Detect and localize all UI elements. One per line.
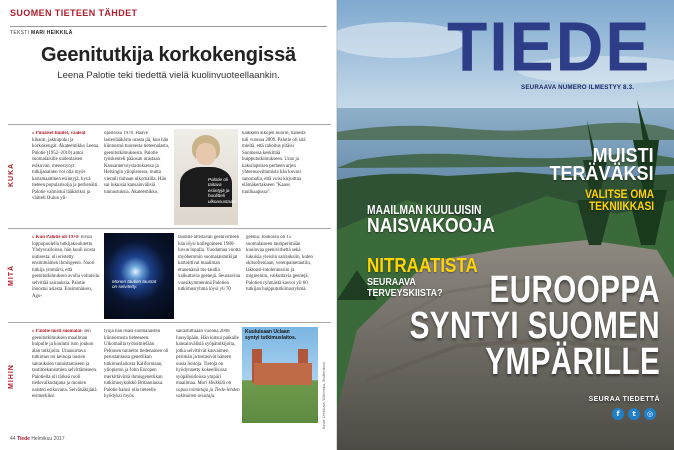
footer-issue: Helmikuu 2017	[31, 436, 65, 442]
mita-column-4: geeniä. Joukossa oli 15 suomalaiseen tautiperimään kuuluvaa geenivirhettä sekä lukuisia yleisiin sairauksiin, kuten skitsofreniaan, verenpainetautiin, laktoosi-intoleranssiin ja migreeniin, vaikuttavia geenejä. Palotien ryhmästä kasvoi yli 60 tutkijan huippututkimusryhmä.	[246, 235, 313, 292]
cover-line-maailman: MAAILMAN KUULUISIN	[367, 203, 482, 217]
mihin-column-3	[176, 329, 240, 427]
facebook-icon[interactable]: f	[612, 408, 624, 420]
mihin-column-2: työjä hän lisäsi suomalaisten kiinnostusta tieteeseen. Ulkomailla työtoimielään Peltonen tunnettu tiedenainen oli perustamassa genetiikan tutkimuslaitosta Kaliforniaan, yliopiston ja John Europen merkittävintä ihmisgenetiikan tutkimusyksikkö Britanniassa. Palotie halusi olla tieteelle hyödyksi myös	[104, 329, 169, 399]
muisti-line-2: TERÄVÄKSI	[549, 163, 654, 185]
section-divider	[10, 26, 327, 27]
band-label-kuka: KUKA	[8, 162, 15, 188]
kuka-column-4: kaikkien aikojen nuorin, hänestä tuli vuonna 2009. Palotie oli sitä mieltä, että rahoitus pitäisi Suomessa keskittää huippututkimukseen. Uran ja kaksilapsisen perheen arjen yhteensovittamista hän kuvasi sanomalla, että voisi kirjoittaa elämäkertakseen "Kaaos tuulikaapissa".	[242, 131, 306, 195]
photo-credit: Kuvat: Lehtikuva, Wikimedia, Shutterstock	[322, 362, 326, 430]
cover-line-valitse	[585, 188, 654, 212]
main-headline-line-2: SYNTYI SUOMEN	[409, 305, 660, 347]
portrait-face	[196, 143, 216, 165]
follow-label: SEURAA TIEDETTÄ	[588, 396, 660, 403]
seuraava-line-2: TERVEYSKIISTA?	[367, 287, 443, 299]
spread-gutter	[336, 0, 338, 450]
mihin-lead: » Palotie nosti suomalai-	[32, 329, 83, 334]
portrait-photo	[174, 129, 238, 225]
page-footer	[10, 436, 65, 442]
valitse-line-2: TEKNIIKKASI	[588, 199, 654, 213]
main-headline-line-1: EUROOPPA	[489, 269, 660, 311]
ucla-caption: Kuuluisaan Uclaan syntyi tutkimuslaitos.	[245, 329, 297, 341]
mita-lead: » Kun Palotie oli 1970-	[32, 235, 80, 240]
ucla-photo	[242, 327, 318, 423]
ucla-building	[254, 363, 312, 385]
footer-brand: Tiede	[16, 436, 30, 442]
social-icons	[612, 408, 656, 420]
byline-prefix: TEKSTI	[10, 30, 30, 36]
band-label-mihin: MIHIN	[8, 364, 15, 390]
band-mita	[8, 228, 331, 320]
twitter-icon[interactable]: t	[628, 408, 640, 420]
kuka-column-1	[32, 131, 100, 225]
seuraava-line-1: SEURAAVA	[367, 276, 416, 288]
byline-author: MARI HEIKKILÄ	[31, 30, 73, 36]
mihin-text-1: sen geenitutkimuksen maailman huipulle ja koulutti ison joukon alan tutkijoita. Uraauurtava tutkimus toi keinoja uusien sairauksien tunnistamiseen ja tautimekanismien selvittämiseen. Palotiella oli tärkeä rooli tiedevaikuttajana ja monien naisten esikuvana. Selvänäkijänä esimerkiksi	[32, 329, 98, 399]
nebula-photo	[104, 233, 174, 319]
mita-column-1	[32, 235, 100, 319]
magazine-logo: TIEDE	[447, 7, 652, 86]
magazine-cover	[337, 0, 674, 450]
mihin-text-3: sairastuttuaan vuonna 2008 luusyöpään. Hän kutsui paikalle kansainvälisiä syöpätutkijoita, jotka selvittivät kasvaimen perimän ja testasivat häneen uusia hoitoja. Tietoja on hyödynnetty kokeellisissa syöpähoidoissa ympäri maailmaa.	[176, 329, 239, 386]
main-headline-line-3: YMPÄRILLE	[485, 341, 660, 383]
muisti-line-1: MUISTI	[592, 145, 654, 167]
article-headline: Geenitutkija korkokengissä	[41, 44, 296, 66]
cover-line-nitraatista: NITRAATISTA	[367, 255, 478, 277]
band-label-mita: MITÄ	[8, 264, 15, 286]
kuka-lead: » Punaiset huulet, vaaleat	[32, 131, 86, 136]
mita-text-1: luvun loppupuolella tutkijakoulutettu Yhdysvalloissa, hän kuuli isosta uutisesta: oli eristetty ensimmäinen ihmisgeeni. Nuori tutkija ymmärsi, että geenitutkimuksen avulla voitaisiin selvittää sairauksia. Palotie innostui asiasta. Ensimmäisen, Agu-	[32, 235, 100, 299]
valitse-line-1: VALITSE OMA	[585, 187, 654, 201]
cover-main-headline	[409, 269, 660, 383]
instagram-icon[interactable]: ◎	[644, 408, 656, 420]
next-issue-line: SEURAAVA NUMERO ILMESTYY 8.3.	[521, 84, 635, 91]
kuka-column-2: opistossa 1978. Haave lastenlääkärin urasta jäi, kun hän kiinnostui tuoreesta tieteenalasta, geenitutkimuksesta. Palotie työskenteli pääosan urastaan Kansanterveyslaitoksessa ja Helsingin yliopistossa, mutta vieraili tiuhaan ulkomailla. Hän sai lukuisia kansainvälisiä tunnustuksia. Akateemikko,	[104, 131, 170, 195]
band-mihin	[8, 322, 331, 428]
section-title: SUOMEN TIETEEN TÄHDET	[10, 8, 138, 18]
portrait-caption: Palotie oli taitava esiintyjä ja huolitteli ulkoasustaan.	[208, 177, 237, 204]
article-subhead: Leena Palotie teki tiedettä vielä kuolinvuoteellaankin.	[57, 70, 280, 81]
author-note: Mari Heikkilä on vapaa toimittaja ja Tiede-lehden vakituinen avustaja.	[176, 381, 240, 399]
cover-line-muisti	[550, 147, 654, 183]
nebula-caption: Monen tautien taustat on selvitetty.	[112, 279, 157, 290]
kuka-text-1: kiharat, jakkupuku ja korkokengät. Akateemikko Leena Palotie (1952–2010) antoi suomalaisille uudenlaisen esikuvan: menestynyt tutkijanainen voi olla myös karismaattinen esiintyjä, hyvä tieteen popularisoija ja perhenäiti. Palotie valmistui lääkäriksi ja väitteli Oulun yli-	[32, 137, 99, 201]
byline	[10, 30, 73, 36]
page-number: 44	[10, 436, 16, 442]
mita-column-3: taudille altistavan geenivirheen hän löysi kollegoineen 1980-luvun lopulla. Vuodamaa vuotta myöhemmin suomalaistutkijat kartoittivat maailman etunenässä ms-taudin vaikuttavia geenejä. Seuraavina vuosikymmeninä Palotien tutkimusryhmä löysi yli 70	[178, 235, 241, 292]
cover-line-naisvakooja: NAISVAKOOJA	[367, 215, 495, 237]
band-kuka	[8, 124, 331, 226]
mihin-column-1	[32, 329, 100, 427]
